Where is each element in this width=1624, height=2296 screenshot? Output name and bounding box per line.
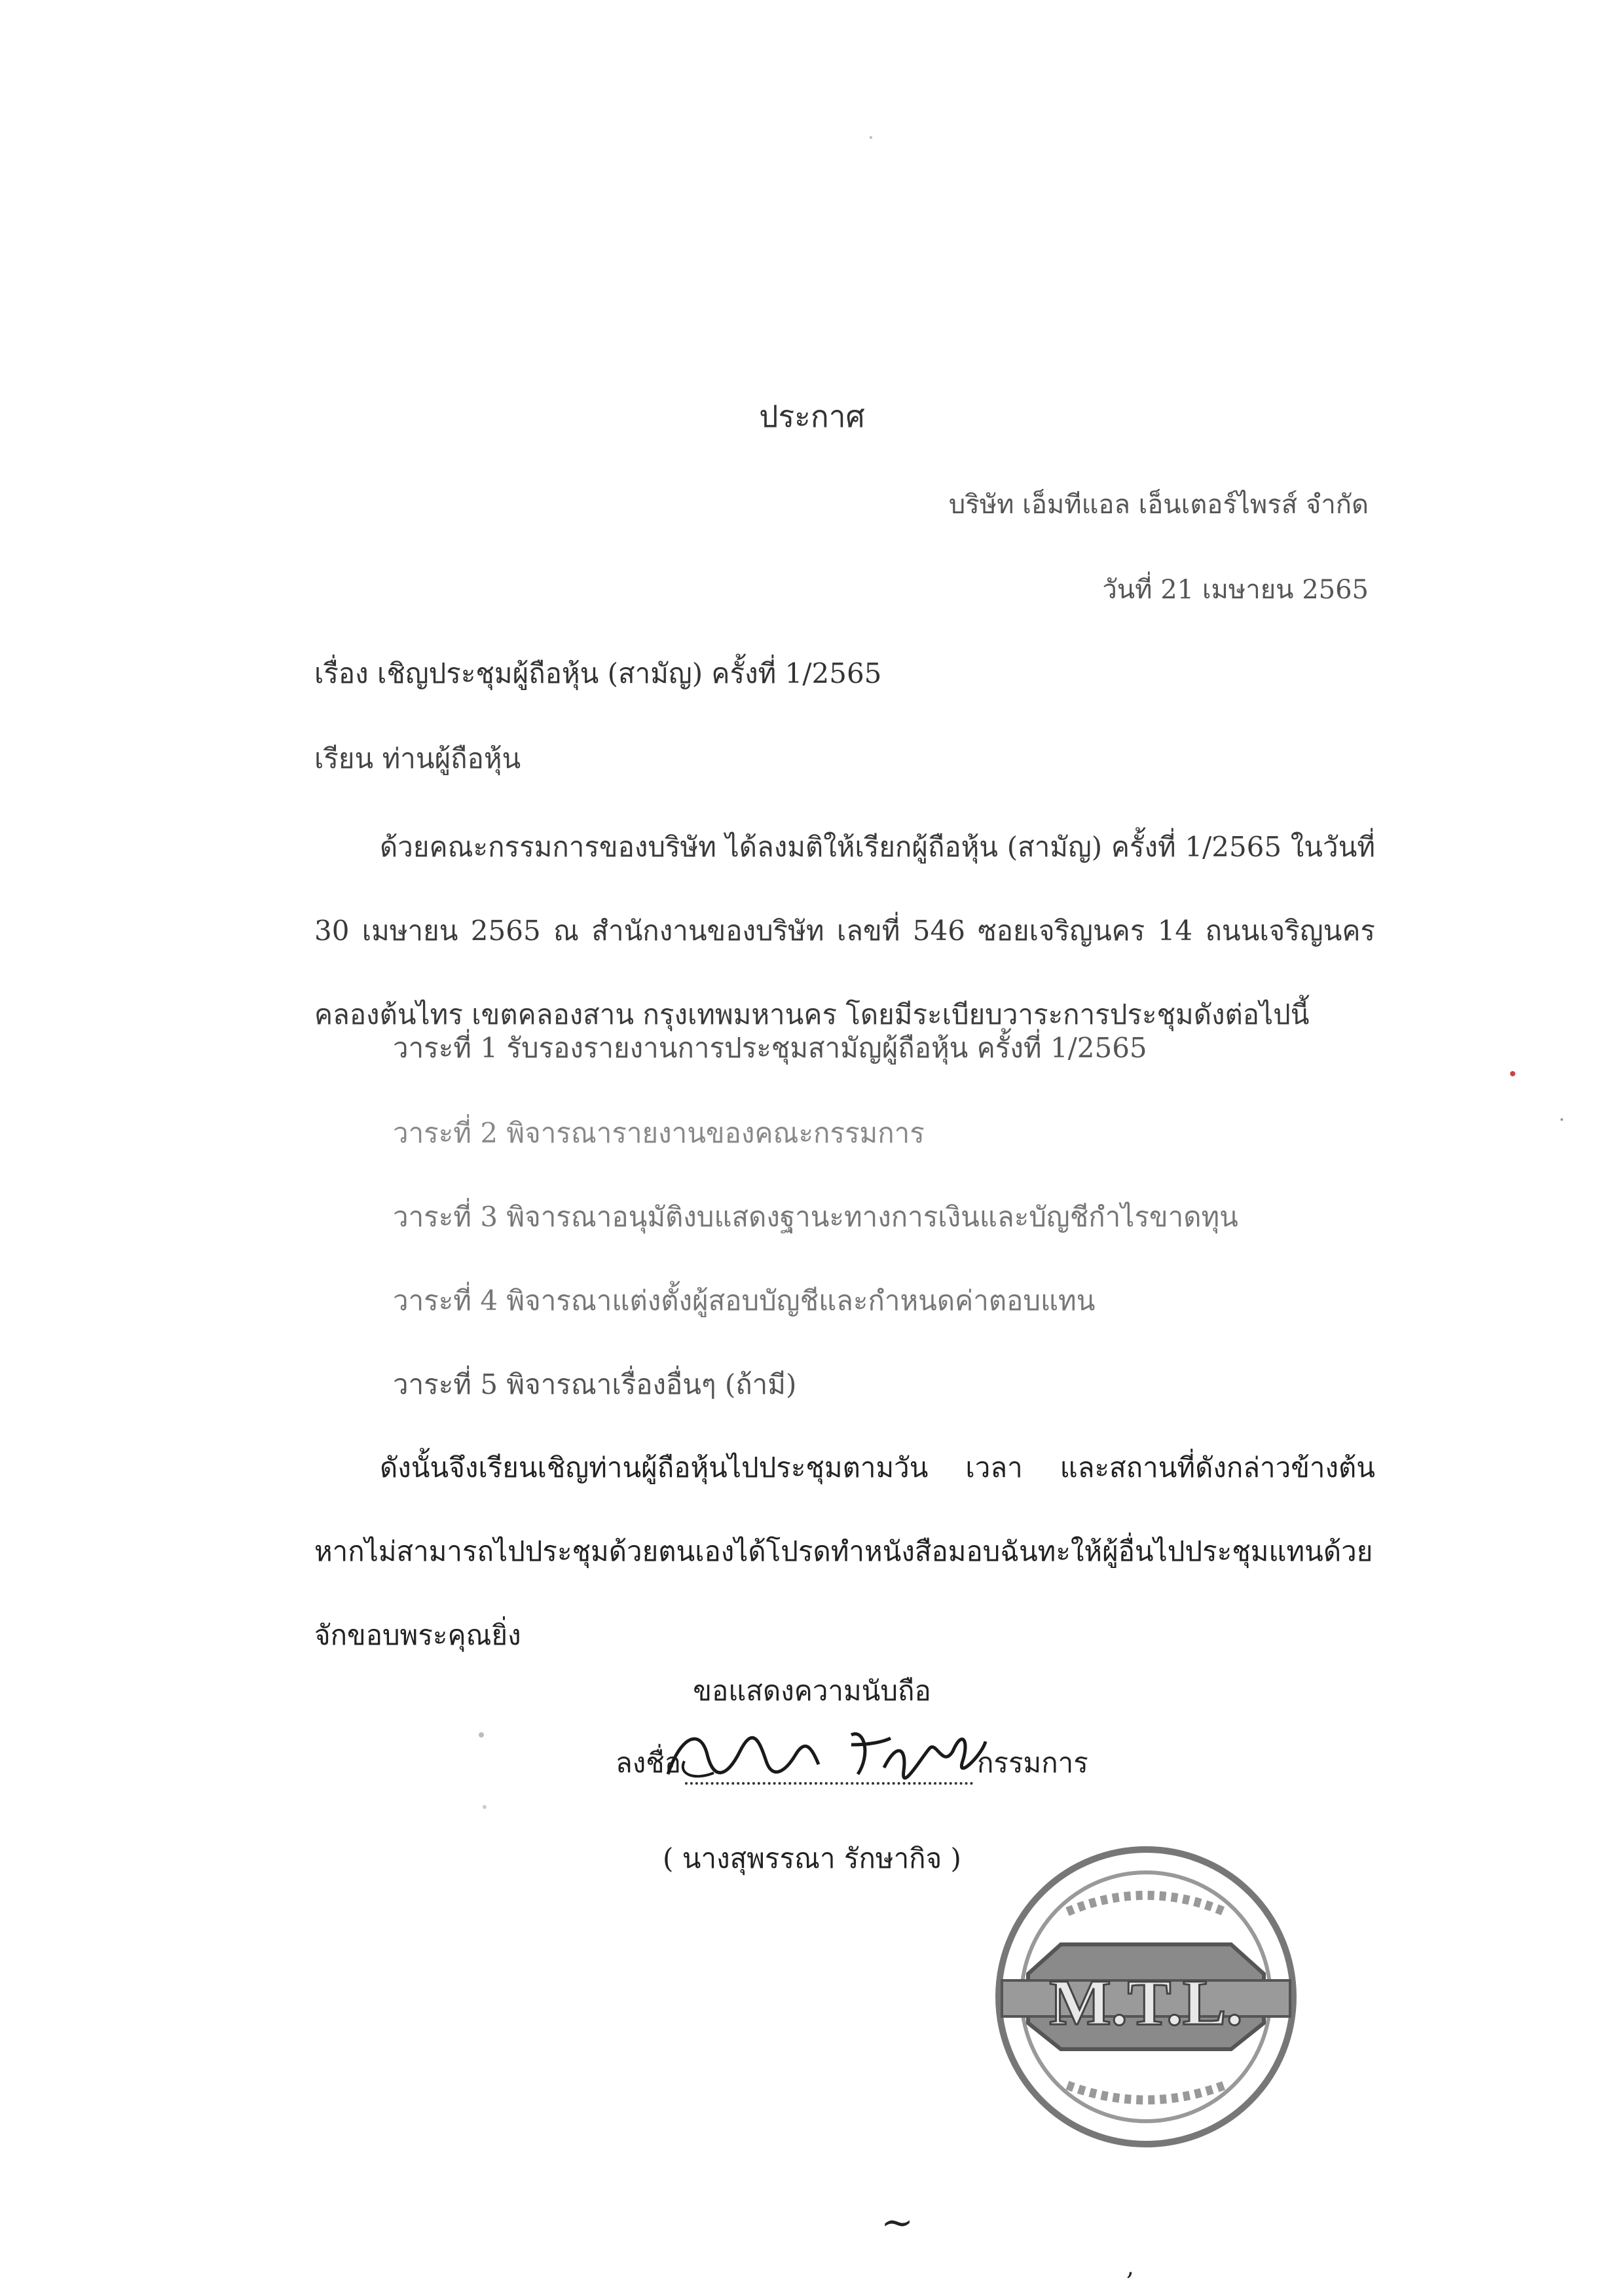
agenda-item-4: วาระที่ 4 พิจารณาแต่งตั้งผู้สอบบัญชีและกำหนดค่าตอบแทน (393, 1285, 1096, 1317)
agenda-item-3: วาระที่ 3 พิจารณาอนุมัติงบแสดงฐานะทางการเงินและบัญชีกำไรขาดทุน (393, 1201, 1238, 1233)
company-name: บริษัท เอ็มทีแอล เอ็นเตอร์ไพรส์ จำกัด (948, 490, 1369, 520)
seal-lettering: M.T.L. (1049, 1966, 1243, 2039)
closing-paragraph: ดังนั้นจึงเรียนเชิญท่านผู้ถือหุ้นไปประชุมตามวัน เวลา และสถานที่ดังกล่าวข้างต้น หากไม่สามารถไปประชุมด้วยตนเองได้โปรดทำหนังสือมอบฉันทะให้ผู้อื่นไปประชุมแทนด้วย จักขอบพระคุณยิ่ง (314, 1451, 1375, 1651)
document-title: ประกาศ (759, 399, 865, 434)
agenda-item-5: วาระที่ 5 พิจารณาเรื่องอื่นๆ (ถ้ามี) (393, 1368, 797, 1400)
regards-line: ขอแสดงความนับถือ (693, 1675, 931, 1707)
sign-prefix: ลงชื่อ (616, 1747, 681, 1779)
agenda-item-1: วาระที่ 1 รับรองรายงานการประชุมสามัญผู้ถือหุ้น ครั้งที่ 1/2565 (393, 1032, 1147, 1064)
stray-comma-mark: , (1126, 2252, 1135, 2281)
document-date: วันที่ 21 เมษายน 2565 (1102, 575, 1369, 605)
sign-role: กรรมการ (976, 1747, 1088, 1779)
subject-line: เรื่อง เชิญประชุมผู้ถือหุ้น (สามัญ) ครั้งที่ 1/2565 (314, 657, 882, 689)
salutation: เรียน ท่านผู้ถือหุ้น (314, 742, 521, 774)
intro-paragraph: ด้วยคณะกรรมการของบริษัท ได้ลงมติให้เรียกผู้ถือหุ้น (สามัญ) ครั้งที่ 1/2565 ในวันที่ 30 เมษายน 2565 ณ สำนักงานของบริษัท เลขที่ 546 ซอยเจริญนคร 14 ถนนเจริญนคร คลองต้นไทร เขตคลองสาน กรุงเทพมหานคร โดยมีระเบียบวาระการประชุมดังต่อไปนี้ (314, 831, 1375, 1030)
agenda-item-2: วาระที่ 2 พิจารณารายงานของคณะกรรมการ (393, 1117, 925, 1149)
handwritten-signature (655, 1715, 995, 1794)
company-seal-stamp (982, 1833, 1310, 2160)
signer-name: ( นางสุพรรณา รักษากิจ ) (663, 1842, 961, 1874)
stray-mark: ~ (881, 2200, 914, 2246)
